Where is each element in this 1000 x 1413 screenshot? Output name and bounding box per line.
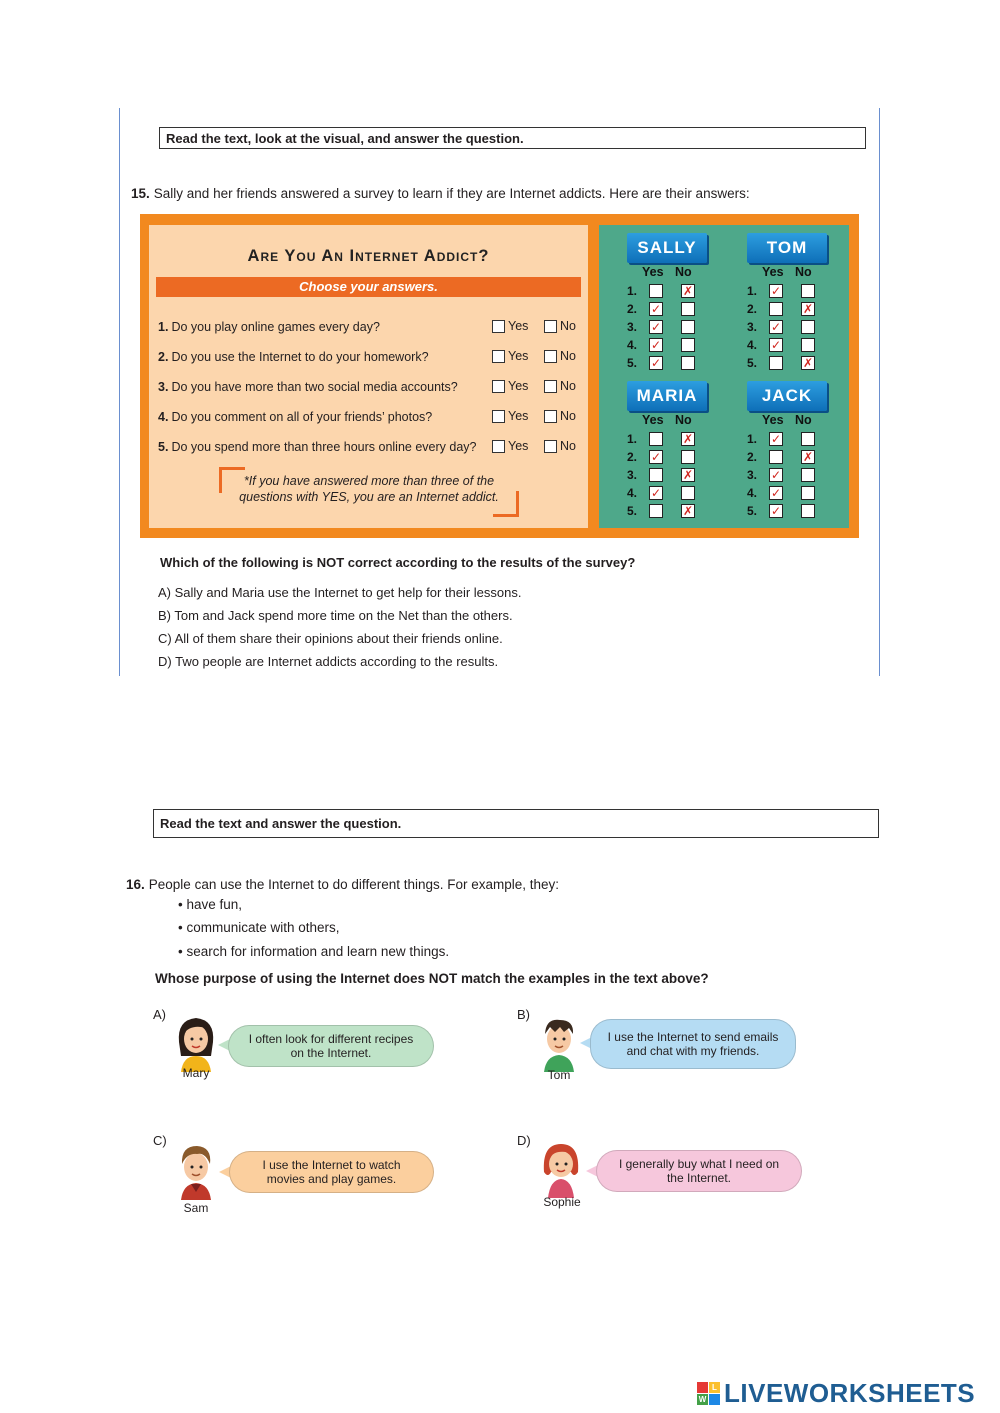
instruction-box-16 bbox=[153, 809, 879, 838]
option-letter[interactable]: B) bbox=[517, 1007, 530, 1022]
answer-row bbox=[747, 503, 815, 518]
yes-answer-box: ✓ bbox=[770, 431, 782, 446]
yes-answer-box: ✓ bbox=[650, 485, 662, 500]
answer-row bbox=[747, 319, 815, 334]
no-option[interactable]: No bbox=[544, 379, 576, 393]
no-option[interactable]: No bbox=[544, 349, 576, 363]
answer-row bbox=[627, 485, 695, 500]
person-card-sally bbox=[627, 233, 737, 379]
no-answer-box bbox=[801, 486, 815, 500]
speech-bubble: I use the Internet to watch movies and play games. bbox=[229, 1151, 434, 1193]
answer-number: 1. bbox=[627, 283, 638, 298]
question-15-prompt: Which of the following is NOT correct according to the results of the survey? bbox=[160, 555, 636, 570]
survey-panel bbox=[140, 214, 859, 538]
no-answer-box bbox=[801, 504, 815, 518]
yes-answer-box bbox=[769, 450, 783, 464]
answer-number: 1. bbox=[747, 283, 758, 298]
person-card-tom bbox=[747, 233, 857, 379]
avatar-name: Sam bbox=[183, 1201, 209, 1215]
no-answer-box bbox=[801, 284, 815, 298]
yes-answer-box: ✓ bbox=[770, 467, 782, 482]
person-name-banner: TOM bbox=[747, 233, 827, 263]
yes-answer-box: ✓ bbox=[770, 319, 782, 334]
no-answer-box bbox=[681, 302, 695, 316]
no-answer-box: ✗ bbox=[802, 355, 814, 370]
yes-answer-box: ✓ bbox=[770, 283, 782, 298]
answer-row bbox=[747, 337, 815, 352]
answer-row bbox=[627, 503, 695, 518]
note-corner bbox=[219, 467, 245, 493]
brand-name: LIVEWORKSHEETS bbox=[724, 1378, 976, 1408]
yes-answer-box: ✓ bbox=[650, 301, 662, 316]
no-checkbox[interactable] bbox=[544, 320, 557, 333]
no-option[interactable]: No bbox=[544, 409, 576, 423]
yes-answer-box: ✓ bbox=[650, 355, 662, 370]
no-answer-box: ✗ bbox=[802, 301, 814, 316]
survey-question-text: Do you play online games every day? bbox=[171, 320, 380, 334]
yes-answer-box bbox=[649, 468, 663, 482]
liveworksheets-logo bbox=[697, 1378, 975, 1409]
person-name-banner: SALLY bbox=[627, 233, 707, 263]
no-answer-box bbox=[681, 486, 695, 500]
yes-answer-box bbox=[649, 284, 663, 298]
survey-question-number: 4. bbox=[158, 410, 169, 424]
no-checkbox[interactable] bbox=[544, 350, 557, 363]
answer-number: 5. bbox=[747, 355, 758, 370]
survey-question-number: 2. bbox=[158, 350, 169, 364]
avatar-name: Sophie bbox=[543, 1195, 581, 1209]
answer-number: 4. bbox=[627, 337, 638, 352]
no-answer-box bbox=[681, 338, 695, 352]
yes-option[interactable]: Yes bbox=[492, 379, 528, 393]
survey-question-row bbox=[158, 409, 588, 427]
mary-avatar bbox=[173, 1012, 219, 1072]
note-text: *If you have answered more than three of the questions with YES, you are an Internet addict. bbox=[239, 474, 499, 504]
no-answer-box: ✗ bbox=[682, 467, 694, 482]
answer-number: 5. bbox=[627, 355, 638, 370]
survey-question-row bbox=[158, 349, 588, 367]
speech-bubble: I use the Internet to send emails and chat with my friends. bbox=[590, 1019, 796, 1069]
answer-row bbox=[627, 337, 695, 352]
answer-number: 4. bbox=[627, 485, 638, 500]
question-15 bbox=[131, 186, 750, 201]
person-name-banner: MARIA bbox=[627, 381, 707, 411]
no-answer-box: ✗ bbox=[682, 431, 694, 446]
yes-answer-box bbox=[769, 302, 783, 316]
yes-checkbox[interactable] bbox=[492, 440, 505, 453]
yes-answer-box: ✓ bbox=[770, 503, 782, 518]
answer-number: 2. bbox=[747, 301, 758, 316]
no-checkbox[interactable] bbox=[544, 380, 557, 393]
yes-checkbox[interactable] bbox=[492, 320, 505, 333]
answer-row bbox=[627, 467, 695, 482]
yes-answer-box bbox=[769, 356, 783, 370]
option-letter[interactable]: D) bbox=[517, 1133, 531, 1148]
answer-row bbox=[747, 467, 815, 482]
no-option[interactable]: No bbox=[544, 439, 576, 453]
no-header: No bbox=[795, 413, 812, 427]
sophie-avatar bbox=[538, 1138, 584, 1198]
question-16 bbox=[126, 877, 559, 892]
answer-row bbox=[747, 485, 815, 500]
tom-avatar bbox=[536, 1012, 582, 1072]
question-number: 15. bbox=[131, 186, 150, 201]
instruction-box-15 bbox=[159, 127, 866, 149]
option-a[interactable]: A) Sally and Maria use the Internet to get help for their lessons. bbox=[158, 585, 522, 600]
yes-header: Yes bbox=[762, 413, 784, 427]
answer-number: 3. bbox=[627, 467, 638, 482]
answer-row bbox=[627, 283, 695, 298]
answer-number: 5. bbox=[747, 503, 758, 518]
option-letter[interactable]: A) bbox=[153, 1007, 166, 1022]
no-answer-box bbox=[681, 320, 695, 334]
speech-bubble: I often look for different recipes on the Internet. bbox=[228, 1025, 434, 1067]
answer-row bbox=[747, 283, 815, 298]
yes-no-header bbox=[762, 413, 828, 427]
yes-option[interactable]: Yes bbox=[492, 409, 528, 423]
answer-row bbox=[747, 301, 815, 316]
answer-number: 4. bbox=[747, 337, 758, 352]
speech-bubble: I generally buy what I need on the Internet. bbox=[596, 1150, 802, 1192]
yes-no-header bbox=[762, 265, 828, 279]
no-answer-box bbox=[681, 356, 695, 370]
no-answer-box: ✗ bbox=[682, 503, 694, 518]
no-answer-box bbox=[801, 468, 815, 482]
survey-question-row bbox=[158, 319, 588, 337]
survey-title: Are You An Internet Addict? bbox=[247, 247, 490, 265]
avatar-name: Tom bbox=[547, 1068, 571, 1082]
answer-number: 2. bbox=[627, 301, 638, 316]
no-header: No bbox=[795, 265, 812, 279]
question-16-prompt: Whose purpose of using the Internet does NOT match the examples in the text above? bbox=[155, 971, 709, 986]
answer-row bbox=[627, 449, 695, 464]
yes-checkbox[interactable] bbox=[492, 380, 505, 393]
question-text: People can use the Internet to do different things. For example, they: bbox=[148, 877, 560, 892]
survey-question-row bbox=[158, 379, 588, 397]
yes-checkbox[interactable] bbox=[492, 350, 505, 363]
right-margin-line bbox=[879, 108, 880, 676]
answer-row bbox=[627, 319, 695, 334]
bullet-item: • communicate with others, bbox=[178, 920, 340, 935]
survey-note bbox=[219, 467, 519, 517]
yes-answer-box: ✓ bbox=[650, 337, 662, 352]
yes-option[interactable]: Yes bbox=[492, 439, 528, 453]
yes-option[interactable]: Yes bbox=[492, 319, 528, 333]
survey-question-number: 3. bbox=[158, 380, 169, 394]
instruction-text: Read the text, look at the visual, and answer the question. bbox=[166, 130, 524, 146]
yes-answer-box: ✓ bbox=[650, 449, 662, 464]
person-name-banner: JACK bbox=[747, 381, 827, 411]
survey-question-text: Do you use the Internet to do your homework? bbox=[171, 350, 429, 364]
answer-number: 5. bbox=[627, 503, 638, 518]
answer-row bbox=[747, 449, 815, 464]
survey-form bbox=[149, 225, 588, 528]
answer-number: 3. bbox=[747, 467, 758, 482]
question-number: 16. bbox=[126, 877, 145, 892]
no-answer-box bbox=[801, 338, 815, 352]
answer-number: 3. bbox=[627, 319, 638, 334]
yes-answer-box: ✓ bbox=[770, 337, 782, 352]
no-header: No bbox=[675, 413, 692, 427]
yes-answer-box bbox=[649, 504, 663, 518]
option-b[interactable]: B) Tom and Jack spend more time on the Net than the others. bbox=[158, 608, 513, 623]
survey-question-text: Do you spend more than three hours online every day? bbox=[171, 440, 477, 454]
yes-checkbox[interactable] bbox=[492, 410, 505, 423]
yes-no-header bbox=[642, 265, 708, 279]
no-checkbox[interactable] bbox=[544, 440, 557, 453]
yes-answer-box: ✓ bbox=[770, 485, 782, 500]
survey-question-number: 5. bbox=[158, 440, 169, 454]
answer-row bbox=[747, 431, 815, 446]
answer-number: 1. bbox=[627, 431, 638, 446]
answer-number: 1. bbox=[747, 431, 758, 446]
answer-row bbox=[627, 355, 695, 370]
bullet-item: • search for information and learn new things. bbox=[178, 944, 450, 959]
question-text: Sally and her friends answered a survey to learn if they are Internet addicts. Here are their answers: bbox=[153, 186, 750, 201]
yes-answer-box: ✓ bbox=[650, 319, 662, 334]
no-option[interactable]: No bbox=[544, 319, 576, 333]
answer-row bbox=[627, 301, 695, 316]
answer-number: 3. bbox=[747, 319, 758, 334]
yes-option[interactable]: Yes bbox=[492, 349, 528, 363]
survey-question-text: Do you comment on all of your friends’ photos? bbox=[171, 410, 433, 424]
yes-header: Yes bbox=[762, 265, 784, 279]
survey-question-number: 1. bbox=[158, 320, 169, 334]
yes-no-header bbox=[642, 413, 708, 427]
person-card-maria bbox=[627, 381, 737, 527]
no-answer-box: ✗ bbox=[682, 283, 694, 298]
answer-number: 2. bbox=[747, 449, 758, 464]
option-d[interactable]: D) Two people are Internet addicts according to the results. bbox=[158, 654, 499, 669]
option-letter[interactable]: C) bbox=[153, 1133, 167, 1148]
yes-header: Yes bbox=[642, 265, 664, 279]
left-margin-line bbox=[119, 108, 120, 676]
yes-answer-box bbox=[649, 432, 663, 446]
avatar-name: Mary bbox=[182, 1066, 210, 1080]
no-answer-box bbox=[801, 320, 815, 334]
person-card-jack bbox=[747, 381, 857, 527]
answer-row bbox=[747, 355, 815, 370]
survey-question-text: Do you have more than two social media accounts? bbox=[171, 380, 458, 394]
logo-squares-icon: L W bbox=[697, 1382, 720, 1405]
no-answer-box: ✗ bbox=[802, 449, 814, 464]
no-answer-box bbox=[801, 432, 815, 446]
bullet-item: • have fun, bbox=[178, 897, 243, 912]
choose-answers-bar: Choose your answers. bbox=[156, 277, 581, 297]
option-c[interactable]: C) All of them share their opinions about their friends online. bbox=[158, 631, 503, 646]
survey-question-row bbox=[158, 439, 588, 457]
no-checkbox[interactable] bbox=[544, 410, 557, 423]
no-header: No bbox=[675, 265, 692, 279]
answer-row bbox=[627, 431, 695, 446]
yes-header: Yes bbox=[642, 413, 664, 427]
survey-answers bbox=[599, 225, 849, 528]
no-answer-box bbox=[681, 450, 695, 464]
answer-number: 4. bbox=[747, 485, 758, 500]
instruction-text: Read the text and answer the question. bbox=[160, 816, 402, 831]
sam-avatar bbox=[173, 1140, 219, 1200]
note-corner bbox=[493, 491, 519, 517]
answer-number: 2. bbox=[627, 449, 638, 464]
